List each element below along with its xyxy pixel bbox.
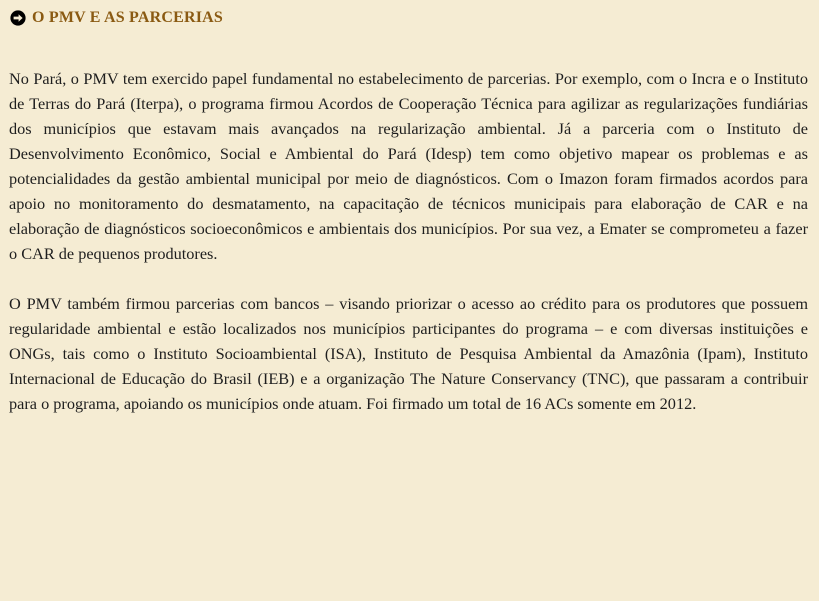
arrow-right-icon (9, 10, 26, 27)
paragraph-parcerias-para: No Pará, o PMV tem exercido papel fundamental no estabelecimento de parcerias. Por exemplo, com o Incra e o Instituto de Terras do Pará (Iterpa), o programa firmou Acordos de Cooperação Técnica para agilizar as regularizações fundiárias dos municípios que estavam mais avançados na regularização ambiental. Já a parceria com o Instituto de Desenvolvimento Econômico, Social e Ambiental do Pará (Idesp) tem como objetivo mapear os problemas e as potencialidades da gestão ambiental municipal por meio de diagnósticos. Com o Imazon foram firmados acordos para apoio no monitoramento do desmatamento, na capacitação de técnicos municipais para elaboração de CAR e na elaboração de diagnósticos socioeconômicos e ambientais dos municípios. Por sua vez, a Emater se comprometeu a fazer o CAR de pequenos produtores. (9, 69, 808, 263)
section-heading (9, 6, 808, 30)
paragraph-parcerias-bancos: O PMV também firmou parcerias com bancos – visando priorizar o acesso ao crédito para os produtores que possuem regularidade ambiental e estão localizados nos municípios participantes do programa – e com diversas instituições e ONGs, tais como o Instituto Socioambiental (ISA), Instituto de Pesquisa Ambiental da Amazônia (Ipam), Instituto Internacional de Educação do Brasil (IEB) e a organização The Nature Conservancy (TNC), que passaram a contribuir para o programa, apoiando os municípios onde atuam. Foi firmado um total de 16 ACs somente em 2012. (9, 294, 808, 413)
section-heading-text: O PMV E AS PARCERIAS (32, 9, 223, 26)
